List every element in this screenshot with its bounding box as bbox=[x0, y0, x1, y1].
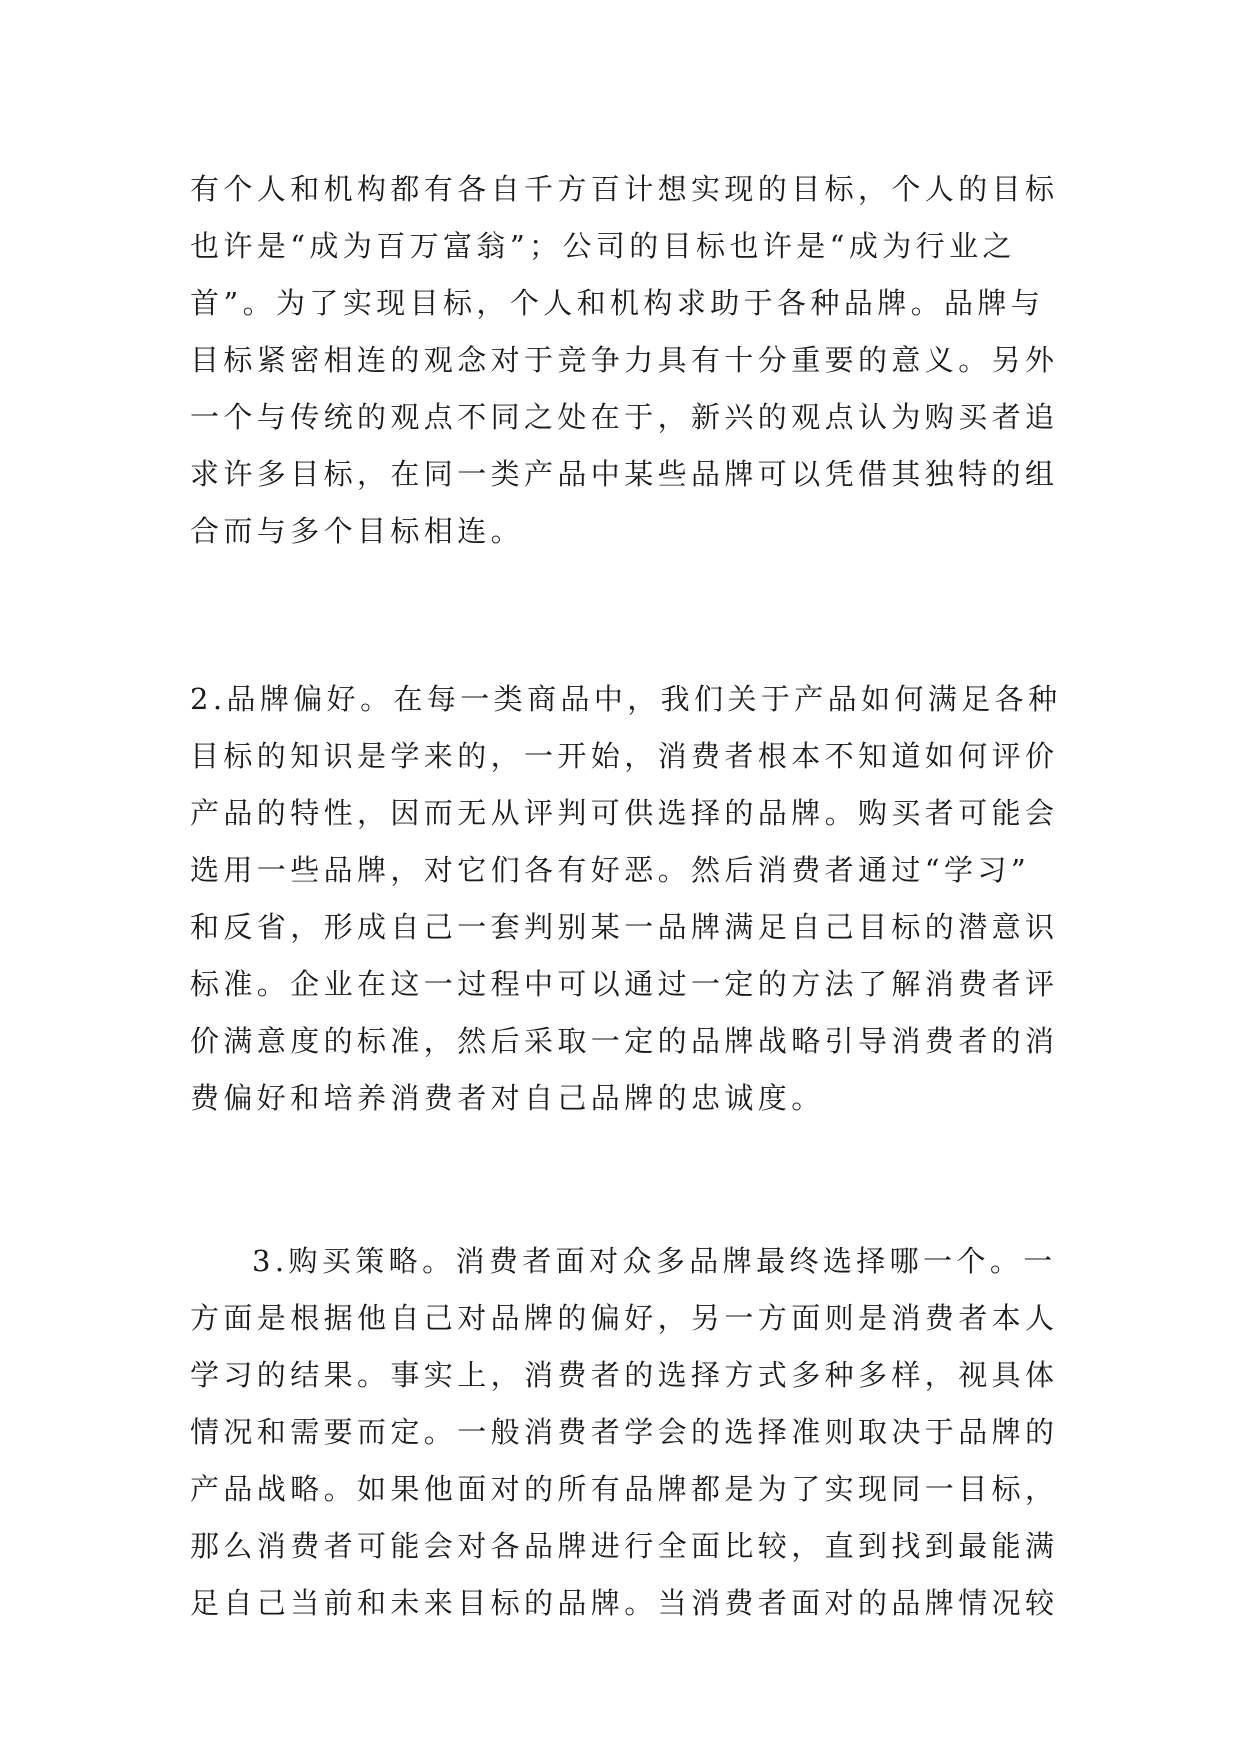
text-line: 和反省，形成自己一套判别某一品牌满足自己目标的潜意识 bbox=[190, 910, 1059, 944]
text-line: 目标的知识是学来的，一开始，消费者根本不知道如何评价 bbox=[190, 739, 1059, 773]
text-line: 那么消费者可能会对各品牌进行全面比较，直到找到最能满 bbox=[190, 1529, 1059, 1563]
paragraph-goals bbox=[190, 161, 1059, 560]
text-line: 产品战略。如果他面对的所有品牌都是为了实现同一目标， bbox=[190, 1472, 1059, 1506]
text-line: 首”。为了实现目标，个人和机构求助于各种品牌。品牌与 bbox=[190, 286, 1045, 320]
paragraph-brand-preference bbox=[190, 671, 1062, 1127]
paragraph-spacer bbox=[190, 1127, 1056, 1233]
body-text bbox=[190, 161, 1062, 1632]
text-line: 方面是根据他自己对品牌的偏好，另一方面则是消费者本人 bbox=[190, 1301, 1059, 1335]
text-line: 标准。企业在这一过程中可以通过一定的方法了解消费者评 bbox=[190, 967, 1059, 1001]
paragraph-spacer bbox=[190, 560, 1056, 671]
text-line: 费偏好和培养消费者对自己品牌的忠诚度。 bbox=[190, 1081, 825, 1115]
text-line: 一个与传统的观点不同之处在于，新兴的观点认为购买者追 bbox=[190, 400, 1059, 434]
text-line: 价满意度的标准，然后采取一定的品牌战略引导消费者的消 bbox=[190, 1024, 1059, 1058]
text-line: 2.品牌偏好。在每一类商品中，我们关于产品如何满足各种 bbox=[190, 682, 1062, 716]
text-line: 有个人和机构都有各自千方百计想实现的目标，个人的目标 bbox=[190, 172, 1059, 206]
text-line: 情况和需要而定。一般消费者学会的选择准则取决于品牌的 bbox=[190, 1415, 1059, 1449]
text-line: 目标紧密相连的观念对于竞争力具有十分重要的意义。另外 bbox=[190, 343, 1059, 377]
text-line: 产品的特性，因而无从评判可供选择的品牌。购买者可能会 bbox=[190, 796, 1059, 830]
paragraph-purchase-strategy bbox=[190, 1233, 1059, 1632]
text-line: 选用一些品牌，对它们各有好恶。然后消费者通过“学习” bbox=[190, 853, 1031, 887]
text-line: 3.购买策略。消费者面对众多品牌最终选择哪一个。一 bbox=[252, 1244, 1057, 1278]
text-line: 合而与多个目标相连。 bbox=[190, 514, 525, 548]
text-line: 足自己当前和未来目标的品牌。当消费者面对的品牌情况较 bbox=[190, 1586, 1059, 1620]
text-line: 也许是“成为百万富翁”；公司的目标也许是“成为行业之 bbox=[190, 229, 1016, 263]
text-line: 求许多目标，在同一类产品中某些品牌可以凭借其独特的组 bbox=[190, 457, 1059, 491]
text-line: 学习的结果。事实上，消费者的选择方式多种多样，视具体 bbox=[190, 1358, 1059, 1392]
